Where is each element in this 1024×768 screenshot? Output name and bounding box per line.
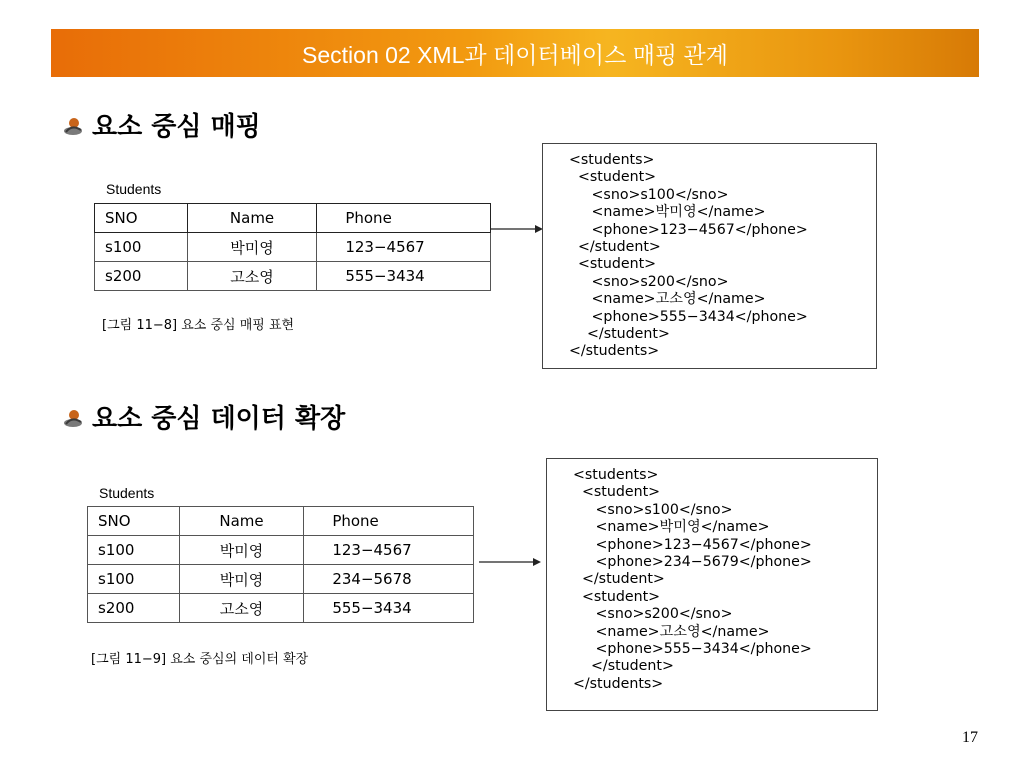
table-label: Students <box>106 181 162 197</box>
xml-line: <phone>123−4567</phone> <box>569 221 808 238</box>
table-cell: 고소영 <box>179 594 304 623</box>
xml-line: <phone>234−5679</phone> <box>573 554 812 571</box>
xml-code-box-2 <box>546 458 878 711</box>
xml-line: </student> <box>573 571 665 588</box>
xml-line: <students> <box>573 467 659 483</box>
table-row <box>95 262 491 291</box>
table-cell: s100 <box>88 536 180 565</box>
person-bullet-icon <box>62 406 84 428</box>
arrow-icon <box>479 555 541 569</box>
page-number: 17 <box>962 729 978 746</box>
xml-line: <name>고소영</name> <box>569 291 766 308</box>
table-header-row <box>95 204 491 233</box>
arrow-icon <box>491 222 543 236</box>
xml-line: <sno>s200</sno> <box>569 273 729 290</box>
table-cell: 555−3434 <box>317 262 491 291</box>
students-table-2 <box>87 506 474 623</box>
slide-title: Section 02 XML과 데이터베이스 매핑 관계 <box>302 41 728 68</box>
xml-line: <sno>s100</sno> <box>573 501 733 518</box>
table-row <box>95 233 491 262</box>
table-cell: 박미영 <box>187 233 317 262</box>
person-bullet-icon <box>62 114 84 136</box>
table-cell: s200 <box>95 262 188 291</box>
table-cell: 123−4567 <box>317 233 491 262</box>
table-cell: s200 <box>88 594 180 623</box>
xml-line: <student> <box>569 169 657 186</box>
table-cell: 123−4567 <box>304 536 474 565</box>
xml-line: <sno>s100</sno> <box>569 186 729 203</box>
table-cell: s100 <box>95 233 188 262</box>
xml-line: <student> <box>573 484 661 501</box>
xml-line: <student> <box>573 588 661 605</box>
xml-line: </students> <box>573 675 664 692</box>
xml-line: <name>박미영</name> <box>573 519 770 536</box>
xml-line: <students> <box>569 152 655 168</box>
header-cell: SNO <box>88 507 180 536</box>
figure-caption: [그림 11−9] 요소 중심의 데이터 확장 <box>91 652 309 667</box>
table-cell: 234−5678 <box>304 565 474 594</box>
table-label: Students <box>99 485 155 501</box>
xml-line: </student> <box>569 326 670 343</box>
xml-line: </student> <box>573 658 674 675</box>
xml-line: <name>박미영</name> <box>569 204 766 221</box>
table-row <box>88 565 474 594</box>
figure-caption: [그림 11−8] 요소 중심 매핑 표현 <box>102 318 295 333</box>
xml-line: <phone>123−4567</phone> <box>573 536 812 553</box>
header-cell: Phone <box>304 507 474 536</box>
table-row <box>88 594 474 623</box>
xml-line: <name>고소영</name> <box>573 623 770 640</box>
xml-line: <phone>555−3434</phone> <box>573 641 812 658</box>
xml-line: </students> <box>569 343 660 360</box>
xml-line: </student> <box>569 239 661 256</box>
bullet-heading-1 <box>62 106 261 143</box>
students-table-1 <box>94 203 491 291</box>
table-cell: 555−3434 <box>304 594 474 623</box>
table-cell: 박미영 <box>179 565 304 594</box>
table-cell: 박미영 <box>179 536 304 565</box>
xml-line: <student> <box>569 256 657 273</box>
xml-line: <phone>555−3434</phone> <box>569 308 808 325</box>
section-heading: 요소 중심 매핑 <box>92 112 261 142</box>
section-heading: 요소 중심 데이터 확장 <box>92 404 346 434</box>
xml-code-box-1 <box>542 143 877 369</box>
header-cell: Phone <box>317 204 491 233</box>
bullet-heading-2 <box>62 398 345 435</box>
table-cell: 고소영 <box>187 262 317 291</box>
xml-line: <sno>s200</sno> <box>573 606 733 623</box>
title-banner <box>51 29 979 77</box>
table-header-row <box>88 507 474 536</box>
header-cell: Name <box>187 204 317 233</box>
table-cell: s100 <box>88 565 180 594</box>
header-cell: SNO <box>95 204 188 233</box>
header-cell: Name <box>179 507 304 536</box>
table-row <box>88 536 474 565</box>
